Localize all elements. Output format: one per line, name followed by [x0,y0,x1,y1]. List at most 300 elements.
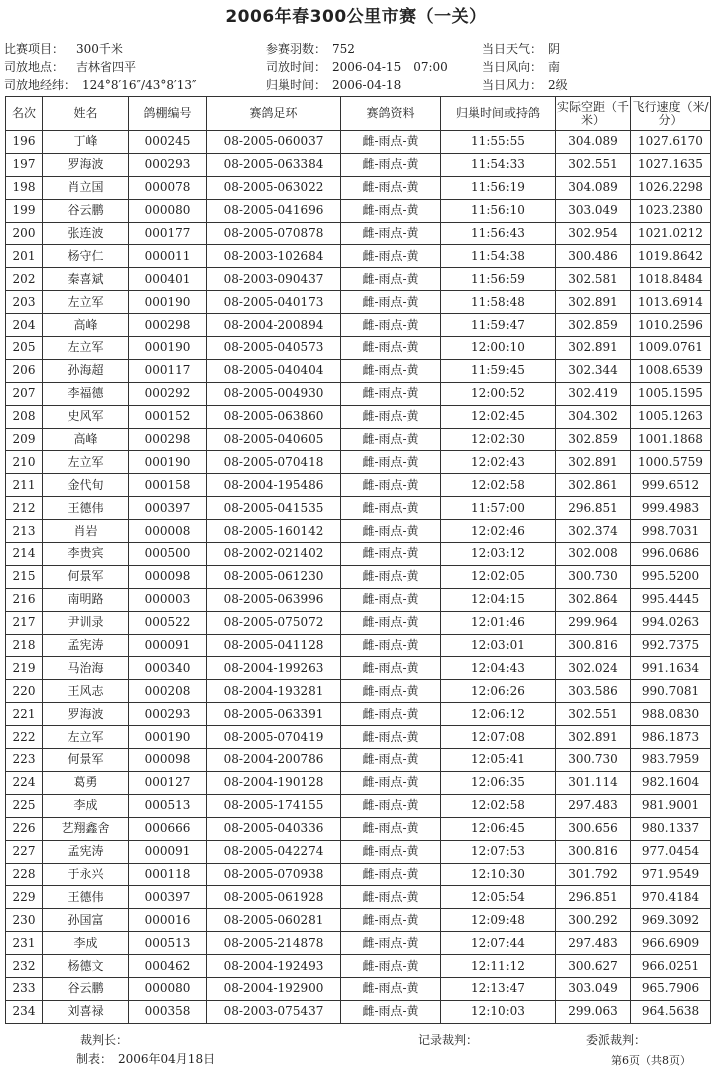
pigeon-info-cell: 雌-雨点-黄 [341,176,441,199]
arrival-time-cell: 12:10:03 [441,1000,556,1023]
distance-cell: 302.891 [556,451,631,474]
speed-cell: 1026.2298 [631,176,711,199]
table-row [6,794,711,817]
speed-cell: 969.3092 [631,909,711,932]
name-cell: 王德伟 [43,497,129,520]
distance-cell: 300.486 [556,245,631,268]
loft-id-cell: 000462 [129,955,207,978]
arrival-time-cell: 12:06:12 [441,703,556,726]
table-row [6,176,711,199]
arrival-time-cell: 12:00:52 [441,382,556,405]
info-column-1 [4,40,196,94]
name-cell: 孙国富 [43,909,129,932]
loft-id-cell: 000500 [129,543,207,566]
speed-cell: 990.7081 [631,680,711,703]
ring-number-cell: 08-2005-063860 [207,405,341,428]
table-row [6,497,711,520]
info-item-return-date [266,76,448,94]
rank-cell: 196 [6,131,43,154]
ring-number-cell: 08-2005-063384 [207,153,341,176]
speed-cell: 1027.1635 [631,153,711,176]
ring-number-cell: 08-2005-070418 [207,451,341,474]
loft-id-cell: 000190 [129,726,207,749]
distance-cell: 302.344 [556,359,631,382]
speed-cell: 966.0251 [631,955,711,978]
rank-cell: 213 [6,520,43,543]
name-cell: 葛勇 [43,771,129,794]
name-cell: 何景军 [43,749,129,772]
page-number: 第6页（共8页） [611,1054,691,1067]
loft-id-cell: 000293 [129,153,207,176]
pigeon-info-cell: 雌-雨点-黄 [341,474,441,497]
rank-cell: 198 [6,176,43,199]
pigeon-info-cell: 雌-雨点-黄 [341,337,441,360]
ring-number-cell: 08-2005-040404 [207,359,341,382]
ring-number-cell: 08-2005-060281 [207,909,341,932]
pigeon-info-cell: 雌-雨点-黄 [341,268,441,291]
arrival-time-cell: 11:56:10 [441,199,556,222]
speed-cell: 1013.6914 [631,291,711,314]
speed-cell: 995.5200 [631,565,711,588]
name-cell: 左立军 [43,726,129,749]
ring-number-cell: 08-2005-070419 [207,726,341,749]
loft-id-cell: 000091 [129,840,207,863]
rank-cell: 197 [6,153,43,176]
pigeon-info-cell: 雌-雨点-黄 [341,222,441,245]
speed-cell: 981.9001 [631,794,711,817]
pigeon-info-cell: 雌-雨点-黄 [341,771,441,794]
arrival-time-cell: 11:56:59 [441,268,556,291]
table-row [6,1000,711,1023]
info-value: 2006-04-15 07:00 [332,60,448,74]
info-column-2 [266,40,448,94]
name-cell: 马治海 [43,657,129,680]
speed-cell: 999.6512 [631,474,711,497]
name-cell: 杨德文 [43,955,129,978]
name-cell: 艺翔鑫舍 [43,817,129,840]
speed-cell: 970.4184 [631,886,711,909]
ring-number-cell: 08-2005-070878 [207,222,341,245]
name-cell: 李成 [43,932,129,955]
name-cell: 王德伟 [43,886,129,909]
ring-number-cell: 08-2005-061230 [207,565,341,588]
arrival-time-cell: 12:04:43 [441,657,556,680]
rank-cell: 228 [6,863,43,886]
table-row [6,771,711,794]
table-row [6,382,711,405]
table-row [6,222,711,245]
pigeon-info-cell: 雌-雨点-黄 [341,794,441,817]
loft-id-cell: 000008 [129,520,207,543]
info-value: 2006-04-18 [332,78,402,92]
rank-cell: 226 [6,817,43,840]
pigeon-info-cell: 雌-雨点-黄 [341,588,441,611]
rank-cell: 200 [6,222,43,245]
loft-id-cell: 000158 [129,474,207,497]
loft-id-cell: 000016 [129,909,207,932]
ring-number-cell: 08-2005-040573 [207,337,341,360]
name-cell: 罗海波 [43,703,129,726]
ring-number-cell: 08-2005-160142 [207,520,341,543]
arrival-time-cell: 12:02:58 [441,474,556,497]
arrival-time-cell: 12:07:44 [441,932,556,955]
results-table [5,96,711,1024]
arrival-time-cell: 11:56:19 [441,176,556,199]
loft-id-cell: 000098 [129,565,207,588]
arrival-time-cell: 12:05:41 [441,749,556,772]
table-row [6,863,711,886]
name-cell: 杨守仁 [43,245,129,268]
table-body [6,131,711,1024]
arrival-time-cell: 11:54:33 [441,153,556,176]
info-item-release-coordinates [4,76,196,94]
ring-number-cell: 08-2005-041535 [207,497,341,520]
arrival-time-cell: 12:13:47 [441,977,556,1000]
speed-cell: 1001.1868 [631,428,711,451]
ring-number-cell: 08-2004-193281 [207,680,341,703]
info-label: 司放地点： [4,60,65,74]
rank-cell: 210 [6,451,43,474]
loft-id-cell: 000358 [129,1000,207,1023]
ring-number-cell: 08-2005-063022 [207,176,341,199]
table-row [6,359,711,382]
distance-cell: 302.419 [556,382,631,405]
ring-number-cell: 08-2005-040173 [207,291,341,314]
loft-id-cell: 000011 [129,245,207,268]
table-row [6,451,711,474]
arrival-time-cell: 12:00:10 [441,337,556,360]
distance-cell: 303.049 [556,199,631,222]
pigeon-info-cell: 雌-雨点-黄 [341,199,441,222]
pigeon-info-cell: 雌-雨点-黄 [341,314,441,337]
arrival-time-cell: 11:58:48 [441,291,556,314]
info-label: 参赛羽数： [266,42,327,56]
ring-number-cell: 08-2005-041696 [207,199,341,222]
table-row [6,199,711,222]
pigeon-info-cell: 雌-雨点-黄 [341,611,441,634]
arrival-time-cell: 12:02:30 [441,428,556,451]
distance-cell: 297.483 [556,932,631,955]
pigeon-info-cell: 雌-雨点-黄 [341,863,441,886]
name-cell: 何景军 [43,565,129,588]
info-value: 124°8′16″/43°8′13″ [82,78,197,92]
rank-cell: 233 [6,977,43,1000]
arrival-time-cell: 12:02:58 [441,794,556,817]
pigeon-info-cell: 雌-雨点-黄 [341,359,441,382]
table-row [6,909,711,932]
table-row [6,428,711,451]
arrival-time-cell: 12:05:54 [441,886,556,909]
arrival-time-cell: 11:59:45 [441,359,556,382]
info-label: 司放地经纬： [4,78,77,92]
ring-number-cell: 08-2005-070938 [207,863,341,886]
info-item-wind-direction [482,58,568,76]
table-row [6,543,711,566]
speed-cell: 966.6909 [631,932,711,955]
info-item-wind-force [482,76,568,94]
loft-id-cell: 000298 [129,314,207,337]
name-cell: 孟宪涛 [43,840,129,863]
ring-number-cell: 08-2005-004930 [207,382,341,405]
distance-cell: 297.483 [556,794,631,817]
info-value: 阴 [548,42,561,56]
loft-id-cell: 000397 [129,886,207,909]
rank-cell: 218 [6,634,43,657]
name-cell: 高峰 [43,314,129,337]
ring-number-cell: 08-2005-174155 [207,794,341,817]
rank-cell: 207 [6,382,43,405]
table-row [6,703,711,726]
table-row [6,657,711,680]
rank-cell: 230 [6,909,43,932]
ring-number-cell: 08-2004-190128 [207,771,341,794]
info-label: 司放时间： [266,60,327,74]
ring-number-cell: 08-2004-200894 [207,314,341,337]
rank-cell: 215 [6,565,43,588]
speed-cell: 994.0263 [631,611,711,634]
distance-cell: 302.581 [556,268,631,291]
table-row [6,520,711,543]
name-cell: 罗海波 [43,153,129,176]
name-cell: 左立军 [43,337,129,360]
rank-cell: 214 [6,543,43,566]
name-cell: 李成 [43,794,129,817]
speed-cell: 1009.0761 [631,337,711,360]
distance-cell: 302.859 [556,314,631,337]
ring-number-cell: 08-2005-040605 [207,428,341,451]
distance-cell: 300.656 [556,817,631,840]
rank-cell: 204 [6,314,43,337]
distance-cell: 303.049 [556,977,631,1000]
table-row [6,131,711,154]
pigeon-info-cell: 雌-雨点-黄 [341,1000,441,1023]
pigeon-info-cell: 雌-雨点-黄 [341,245,441,268]
distance-cell: 296.851 [556,886,631,909]
arrival-time-cell: 12:06:26 [441,680,556,703]
rank-cell: 223 [6,749,43,772]
speed-cell: 965.7906 [631,977,711,1000]
name-cell: 左立军 [43,291,129,314]
pigeon-info-cell: 雌-雨点-黄 [341,497,441,520]
pigeon-info-cell: 雌-雨点-黄 [341,886,441,909]
loft-id-cell: 000190 [129,291,207,314]
table-row [6,932,711,955]
rank-cell: 227 [6,840,43,863]
name-cell: 金代旬 [43,474,129,497]
pigeon-info-cell: 雌-雨点-黄 [341,291,441,314]
ring-number-cell: 08-2005-075072 [207,611,341,634]
speed-cell: 1018.8484 [631,268,711,291]
speed-cell: 988.0830 [631,703,711,726]
distance-cell: 301.792 [556,863,631,886]
loft-id-cell: 000118 [129,863,207,886]
rank-cell: 209 [6,428,43,451]
ring-number-cell: 08-2004-195486 [207,474,341,497]
info-value: 吉林省四平 [76,60,137,74]
rank-cell: 234 [6,1000,43,1023]
speed-cell: 977.0454 [631,840,711,863]
distance-cell: 300.816 [556,634,631,657]
loft-id-cell: 000397 [129,497,207,520]
info-item-event [4,40,196,58]
table-row [6,611,711,634]
table-row [6,955,711,978]
pigeon-info-cell: 雌-雨点-黄 [341,749,441,772]
loft-id-cell: 000401 [129,268,207,291]
arrival-time-cell: 12:06:35 [441,771,556,794]
table-row [6,840,711,863]
header-loft-id: 鸽棚编号 [129,97,207,131]
loft-id-cell: 000208 [129,680,207,703]
speed-cell: 999.4983 [631,497,711,520]
name-cell: 尹训录 [43,611,129,634]
table-row [6,817,711,840]
pigeon-info-cell: 雌-雨点-黄 [341,382,441,405]
loft-id-cell: 000080 [129,199,207,222]
ring-number-cell: 08-2005-061928 [207,886,341,909]
table-row [6,565,711,588]
ring-number-cell: 08-2003-102684 [207,245,341,268]
rank-cell: 219 [6,657,43,680]
name-cell: 史风军 [43,405,129,428]
arrival-time-cell: 11:56:43 [441,222,556,245]
header-ring-number: 赛鸽足环 [207,97,341,131]
name-cell: 南明路 [43,588,129,611]
table-row [6,474,711,497]
speed-cell: 1019.8642 [631,245,711,268]
info-label: 当日风力： [482,78,543,92]
distance-cell: 300.816 [556,840,631,863]
speed-cell: 1005.1595 [631,382,711,405]
rank-cell: 211 [6,474,43,497]
speed-cell: 991.1634 [631,657,711,680]
ring-number-cell: 08-2005-060037 [207,131,341,154]
speed-cell: 1000.5759 [631,451,711,474]
speed-cell: 1027.6170 [631,131,711,154]
arrival-time-cell: 12:03:12 [441,543,556,566]
rank-cell: 216 [6,588,43,611]
name-cell: 李贵宾 [43,543,129,566]
ring-number-cell: 08-2004-200786 [207,749,341,772]
name-cell: 谷云鹏 [43,199,129,222]
loft-id-cell: 000522 [129,611,207,634]
loft-id-cell: 000098 [129,749,207,772]
loft-id-cell: 000117 [129,359,207,382]
ring-number-cell: 08-2005-040336 [207,817,341,840]
rank-cell: 224 [6,771,43,794]
table-row [6,634,711,657]
pigeon-info-cell: 雌-雨点-黄 [341,405,441,428]
name-cell: 于永兴 [43,863,129,886]
loft-id-cell: 000340 [129,657,207,680]
table-row [6,337,711,360]
arrival-time-cell: 12:07:53 [441,840,556,863]
chief-judge-label: 裁判长： [80,1033,129,1047]
document-title: 2006年春300公里市赛（一关） [225,7,487,27]
header-distance: 实际空距（千米） [556,97,631,131]
info-item-entries [266,40,448,58]
arrival-time-cell: 12:10:30 [441,863,556,886]
arrival-time-cell: 12:09:48 [441,909,556,932]
header-name: 姓名 [43,97,129,131]
loft-id-cell: 000293 [129,703,207,726]
rank-cell: 212 [6,497,43,520]
arrival-time-cell: 11:57:00 [441,497,556,520]
table-row [6,268,711,291]
loft-id-cell: 000245 [129,131,207,154]
record-judge-label: 记录裁判： [418,1033,479,1047]
table-row [6,588,711,611]
arrival-time-cell: 12:11:12 [441,955,556,978]
distance-cell: 299.063 [556,1000,631,1023]
speed-cell: 996.0686 [631,543,711,566]
info-label: 当日风向： [482,60,543,74]
prepared-date: 制表： 2006年04月18日 [76,1052,216,1066]
table-row [6,680,711,703]
name-cell: 张连波 [43,222,129,245]
loft-id-cell: 000177 [129,222,207,245]
name-cell: 秦喜斌 [43,268,129,291]
arrival-time-cell: 12:03:01 [441,634,556,657]
distance-cell: 302.374 [556,520,631,543]
distance-cell: 302.024 [556,657,631,680]
rank-cell: 208 [6,405,43,428]
speed-cell: 998.7031 [631,520,711,543]
header-arrival-time: 归巢时间或持鸽 [441,97,556,131]
rank-cell: 232 [6,955,43,978]
info-item-weather [482,40,568,58]
distance-cell: 302.551 [556,703,631,726]
speed-cell: 964.5638 [631,1000,711,1023]
distance-cell: 304.302 [556,405,631,428]
rank-cell: 199 [6,199,43,222]
rank-cell: 220 [6,680,43,703]
rank-cell: 229 [6,886,43,909]
header-pigeon-info: 赛鸽资料 [341,97,441,131]
table-row [6,405,711,428]
ring-number-cell: 08-2005-042274 [207,840,341,863]
arrival-time-cell: 11:55:55 [441,131,556,154]
loft-id-cell: 000298 [129,428,207,451]
distance-cell: 302.864 [556,588,631,611]
pigeon-info-cell: 雌-雨点-黄 [341,634,441,657]
ring-number-cell: 08-2005-041128 [207,634,341,657]
name-cell: 王风志 [43,680,129,703]
name-cell: 肖立国 [43,176,129,199]
rank-cell: 225 [6,794,43,817]
rank-cell: 201 [6,245,43,268]
info-value: 752 [332,42,355,56]
pigeon-info-cell: 雌-雨点-黄 [341,932,441,955]
speed-cell: 1008.6539 [631,359,711,382]
name-cell: 李福德 [43,382,129,405]
table-row [6,314,711,337]
pigeon-info-cell: 雌-雨点-黄 [341,657,441,680]
pigeon-info-cell: 雌-雨点-黄 [341,543,441,566]
distance-cell: 302.891 [556,337,631,360]
ring-number-cell: 08-2003-075437 [207,1000,341,1023]
pigeon-info-cell: 雌-雨点-黄 [341,520,441,543]
header-rank: 名次 [6,97,43,131]
distance-cell: 302.954 [556,222,631,245]
rank-cell: 221 [6,703,43,726]
name-cell: 孟宪涛 [43,634,129,657]
speed-cell: 1021.0212 [631,222,711,245]
distance-cell: 302.861 [556,474,631,497]
table-row [6,245,711,268]
table-row [6,153,711,176]
pigeon-info-cell: 雌-雨点-黄 [341,955,441,978]
